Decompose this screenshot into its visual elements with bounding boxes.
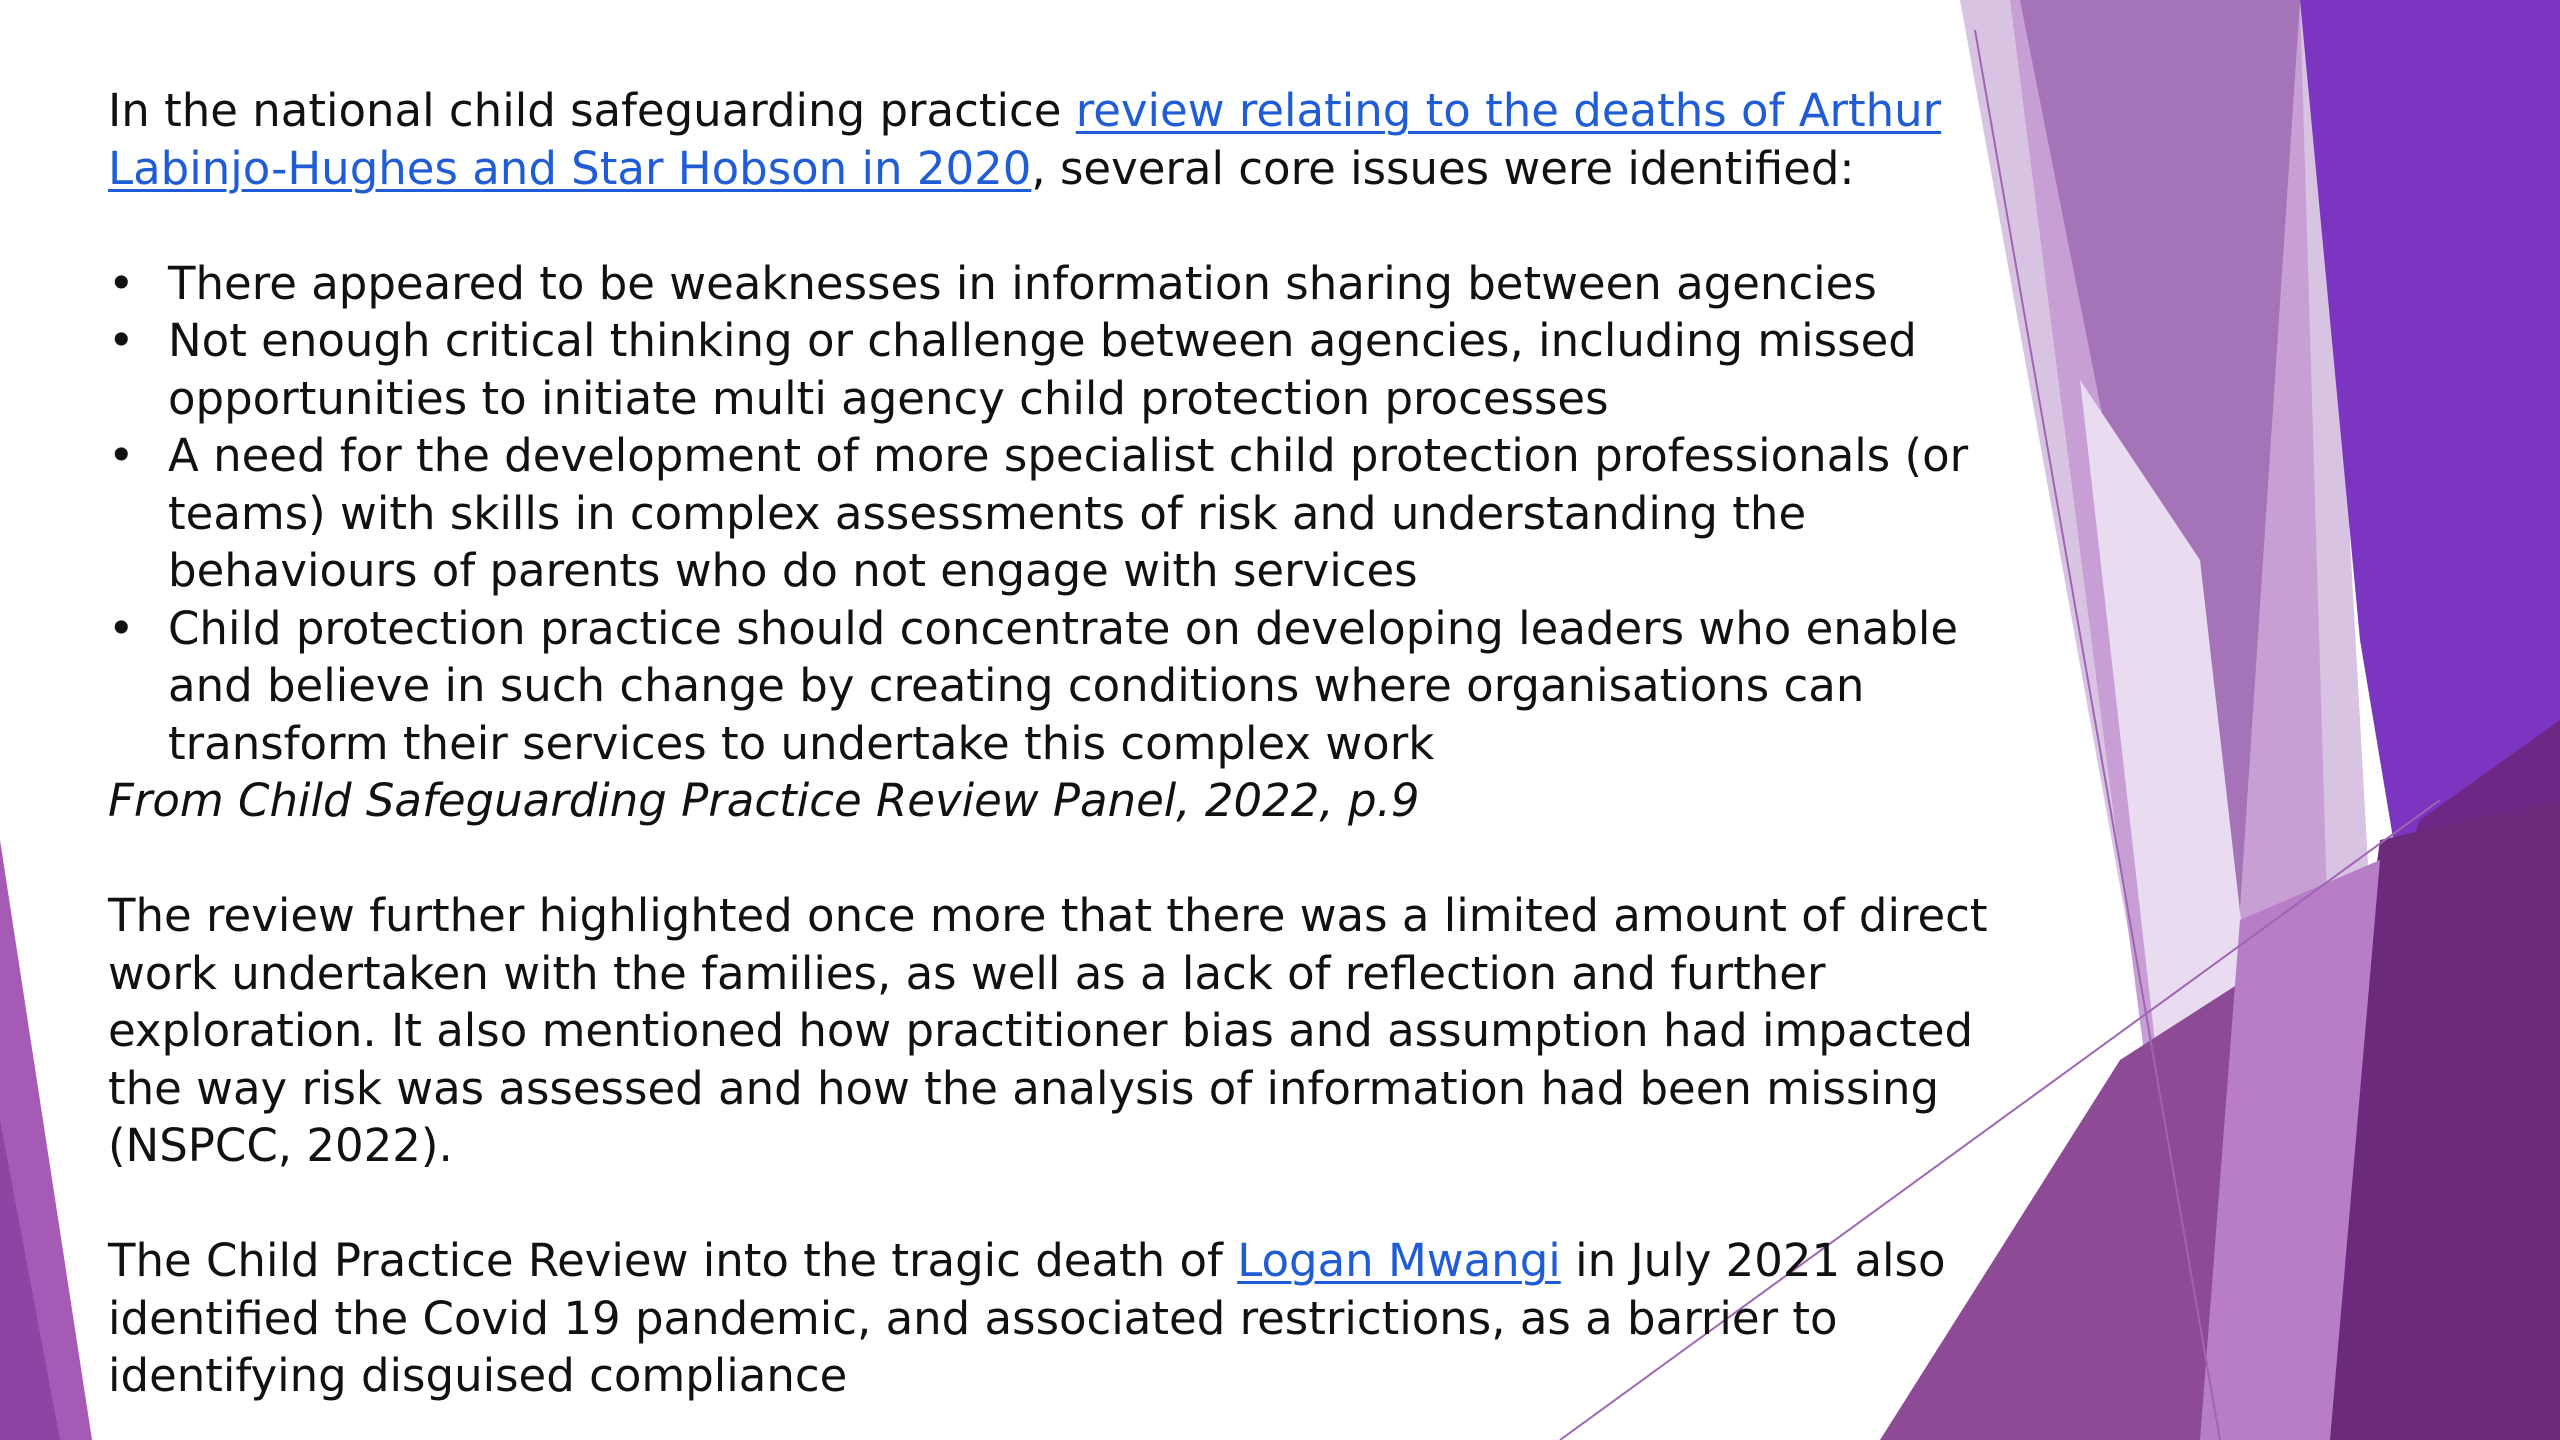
logan-paragraph [108, 1232, 1988, 1405]
bullet-icon: • [108, 429, 135, 482]
findings-paragraph: The review further highlighted once more that there was a limited amount of direct work undertaken with the families, as well as a lack of reflection and further exploration. It also mentioned how practitioner bias and assumption had impacted the way risk was assessed and how the analysis of information had been missing (NSPCC, 2022). [108, 889, 1988, 1172]
intro-text-before: In the national child safeguarding practice [108, 84, 1076, 137]
intro-paragraph [108, 82, 1988, 197]
slide-text-content [108, 82, 1988, 1405]
review-link[interactable]: review relating to the deaths of Arthur Labinjo-Hughes and Star Hobson in 2020 [108, 84, 1942, 195]
bullet-icon: • [108, 314, 135, 367]
spacer [108, 197, 1988, 255]
list-item-text: A need for the development of more specialist child protection professionals (or teams) with skills in complex assessments of risk and understanding the behaviours of parents who do not engage with services [168, 429, 1969, 597]
logan-text-after: in July 2021 also identified the Covid 19 pandemic, and associated restrictions, as a barrier to identifying disguised compliance [108, 1234, 1946, 1402]
bullet-icon: • [108, 256, 135, 310]
list-item [108, 255, 1988, 313]
citation: From Child Safeguarding Practice Review Panel, 2022, p.9 [108, 774, 1420, 827]
list-item-text: Not enough critical thinking or challenge between agencies, including missed opportunities to initiate multi agency child protection processes [168, 314, 1917, 425]
list-item [108, 312, 1988, 427]
bullet-icon: • [108, 601, 135, 655]
logan-mwangi-link[interactable]: Logan Mwangi [1237, 1234, 1561, 1287]
spacer [108, 1175, 1988, 1233]
logan-text-before: The Child Practice Review into the tragic death of [108, 1234, 1238, 1287]
intro-text-after: , several core issues were identified: [1031, 141, 1855, 195]
list-item-text: There appeared to be weaknesses in information sharing between agencies [168, 256, 1877, 310]
list-item [108, 427, 1988, 600]
list-item-text: Child protection practice should concentrate on developing leaders who enable and believe in such change by creating conditions where organisations can transform their services to undertake this complex work [168, 601, 1959, 770]
core-issues-list [108, 255, 1988, 773]
list-item [108, 600, 1988, 773]
spacer [108, 830, 1988, 888]
